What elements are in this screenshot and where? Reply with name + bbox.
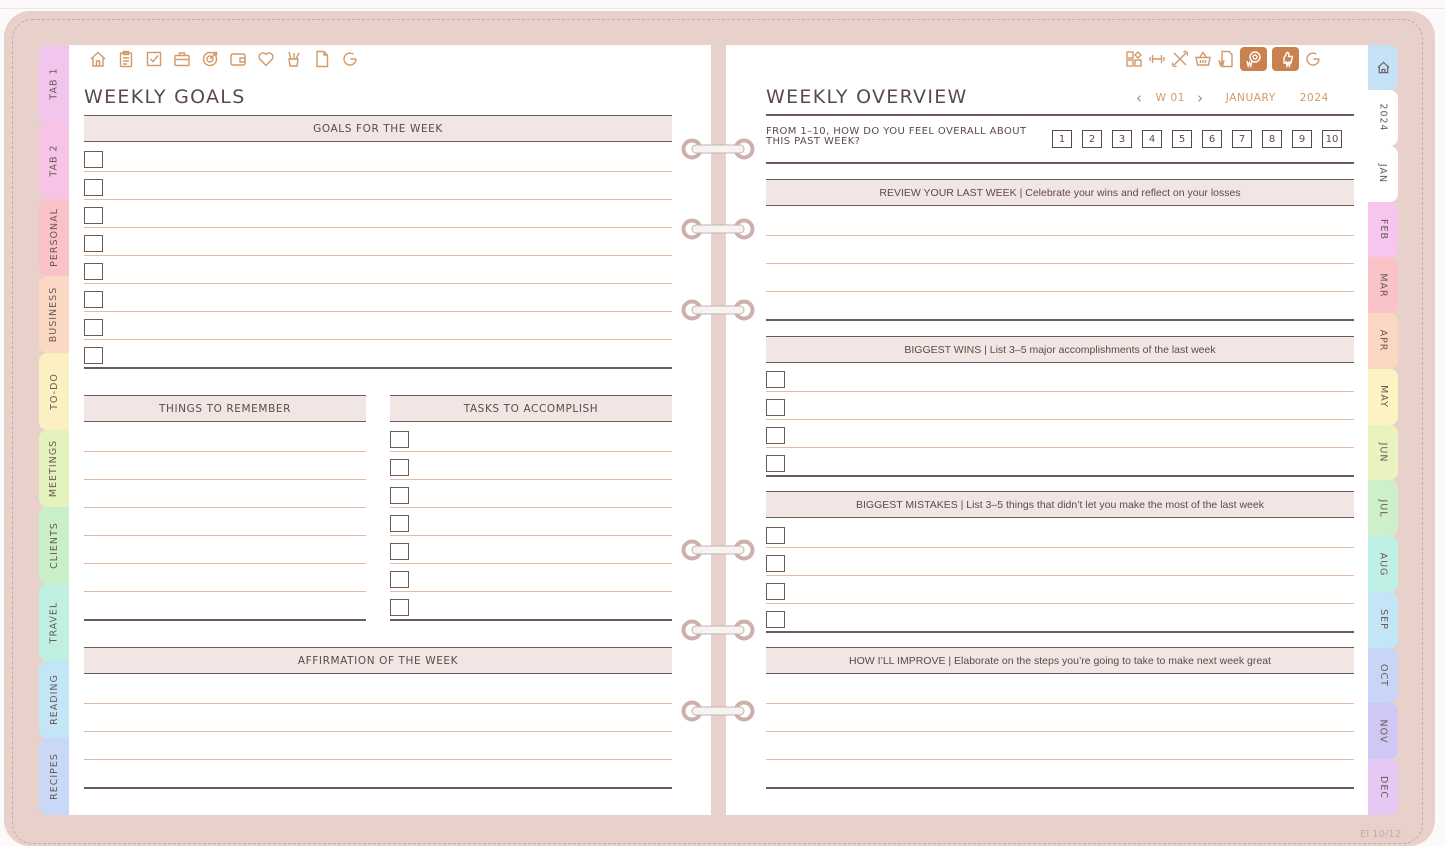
goal-checkbox[interactable] [84, 179, 103, 196]
goal-checkbox[interactable] [84, 235, 103, 252]
improve-header: HOW I’LL IMPROVE | Elaborate on the steps you’re going to take to make next week great [766, 647, 1354, 674]
month-tab-label: AUG [1377, 552, 1389, 576]
task-checkbox[interactable] [390, 515, 409, 532]
month-tabs [1368, 45, 1398, 815]
month-tab[interactable] [1368, 648, 1398, 704]
month-tab-label: DEC [1377, 775, 1389, 799]
section-tab[interactable] [39, 199, 69, 276]
window-top-border [0, 8, 1445, 9]
checkbox-icon[interactable] [145, 50, 163, 68]
month-tab[interactable] [1368, 313, 1398, 369]
improve-line[interactable] [766, 703, 1354, 704]
target-icon[interactable] [201, 50, 219, 68]
remember-line[interactable] [84, 563, 366, 564]
section-tab-label: MEETINGS [48, 439, 60, 498]
section-tab[interactable] [39, 430, 69, 507]
task-line[interactable] [390, 507, 672, 508]
task-checkbox[interactable] [390, 431, 409, 448]
goal-w-icon[interactable] [1240, 47, 1267, 71]
month-tab[interactable] [1368, 536, 1398, 592]
section-tab[interactable] [39, 45, 69, 122]
next-week-icon[interactable]: › [1197, 89, 1204, 107]
goal-checkbox[interactable] [84, 263, 103, 280]
remember-header: THINGS TO REMEMBER [84, 395, 366, 422]
week-navigation [1136, 89, 1329, 107]
mistake-checkbox[interactable] [766, 583, 785, 600]
affirmation-header: AFFIRMATION OF THE WEEK [84, 647, 672, 674]
month-tab-label: SEP [1377, 609, 1389, 631]
mistakes-header: BIGGEST MISTAKES | List 3–5 things that didn’t let you make the most of the last week [766, 491, 1354, 518]
month-label[interactable]: JANUARY [1225, 92, 1276, 104]
month-tab-label: JUN [1377, 442, 1389, 463]
review-line[interactable] [766, 291, 1354, 292]
task-checkbox[interactable] [390, 543, 409, 560]
dumbbell-icon[interactable] [1148, 50, 1166, 68]
mistake-line[interactable] [766, 547, 1354, 548]
watermark: El 10/12 [1360, 829, 1402, 840]
win-line[interactable] [766, 419, 1354, 420]
win-checkbox[interactable] [766, 399, 785, 416]
goal-line[interactable] [84, 171, 672, 172]
briefcase-icon[interactable] [173, 50, 191, 68]
month-tab-label: JUL [1377, 499, 1389, 518]
month-tab-label: OCT [1377, 664, 1389, 688]
task-checkbox[interactable] [390, 487, 409, 504]
section-tab[interactable] [39, 661, 69, 738]
affirmation-line[interactable] [84, 731, 672, 732]
section-tab-label: TO-DO [48, 373, 60, 410]
mistake-checkbox[interactable] [766, 555, 785, 572]
affirmation-line[interactable] [84, 759, 672, 760]
month-tab[interactable] [1368, 202, 1398, 258]
section-tab[interactable] [39, 584, 69, 661]
binder-ring [680, 539, 756, 561]
home-tab[interactable] [1368, 45, 1398, 90]
mistake-line[interactable] [766, 603, 1354, 604]
goal-line[interactable] [84, 283, 672, 284]
goal-checkbox[interactable] [84, 291, 103, 308]
refresh-icon[interactable] [1304, 50, 1322, 68]
win-checkbox[interactable] [766, 371, 785, 388]
right-toolbar [1125, 47, 1322, 71]
clipboard-icon[interactable] [117, 50, 135, 68]
left-toolbar [89, 50, 359, 68]
task-line[interactable] [390, 535, 672, 536]
task-checkbox[interactable] [390, 571, 409, 588]
improve-line[interactable] [766, 787, 1354, 789]
review-header: REVIEW YOUR LAST WEEK | Celebrate your wins and reflect on your losses [766, 179, 1354, 206]
prev-week-icon[interactable]: ‹ [1136, 89, 1143, 107]
score-option[interactable]: 6 [1202, 130, 1222, 148]
dashboard-icon[interactable] [1125, 50, 1143, 68]
section-tab[interactable] [39, 122, 69, 199]
remember-line[interactable] [84, 591, 366, 592]
tools-icon[interactable] [1171, 50, 1189, 68]
goal-line[interactable] [84, 255, 672, 256]
week-label[interactable]: W 01 [1155, 92, 1186, 104]
month-tab-label: MAY [1377, 385, 1389, 409]
goals-header: GOALS FOR THE WEEK [84, 115, 672, 142]
month-tab-label: JAN [1377, 164, 1389, 184]
improve-line[interactable] [766, 759, 1354, 760]
section-tab-label: BUSINESS [48, 286, 60, 343]
home-icon[interactable] [89, 50, 107, 68]
pen-cup-icon[interactable] [285, 50, 303, 68]
month-tab[interactable] [1368, 592, 1398, 648]
win-line[interactable] [766, 475, 1354, 477]
review-line[interactable] [766, 235, 1354, 236]
mistake-checkbox[interactable] [766, 611, 785, 628]
score-option[interactable]: 8 [1262, 130, 1282, 148]
score-option[interactable]: 9 [1292, 130, 1312, 148]
score-option[interactable]: 3 [1112, 130, 1132, 148]
month-tab-label: APR [1377, 330, 1389, 352]
review-line[interactable] [766, 263, 1354, 264]
document-icon[interactable] [313, 50, 331, 68]
section-tab-label: TAB 2 [48, 144, 60, 177]
section-tab[interactable] [39, 276, 69, 353]
tasks-header: TASKS TO ACCOMPLISH [390, 395, 672, 422]
binder-ring [680, 218, 756, 240]
section-tab-label: PERSONAL [48, 208, 60, 267]
year-label[interactable]: 2024 [1299, 92, 1329, 104]
goal-checkbox[interactable] [84, 207, 103, 224]
document-w-icon[interactable] [1217, 50, 1235, 68]
task-line[interactable] [390, 619, 672, 621]
section-tab[interactable] [39, 507, 69, 584]
mistake-checkbox[interactable] [766, 527, 785, 544]
refresh-icon[interactable] [341, 50, 359, 68]
affirmation-line[interactable] [84, 787, 672, 789]
remember-line[interactable] [84, 451, 366, 452]
binder-ring [680, 619, 756, 641]
goal-line[interactable] [84, 367, 672, 369]
score-option[interactable]: 2 [1082, 130, 1102, 148]
title-rule [766, 114, 1354, 116]
month-tab[interactable] [1368, 759, 1398, 815]
wallet-icon[interactable] [229, 50, 247, 68]
section-tab-label: READING [48, 674, 60, 725]
win-checkbox[interactable] [766, 427, 785, 444]
month-tab[interactable] [1368, 425, 1398, 481]
goal-line[interactable] [84, 199, 672, 200]
goal-line[interactable] [84, 227, 672, 228]
task-line[interactable] [390, 479, 672, 480]
page-title: WEEKLY GOALS [84, 86, 246, 108]
basket-icon[interactable] [1194, 50, 1212, 68]
right-page [726, 45, 1368, 815]
remember-line[interactable] [84, 507, 366, 508]
score-option[interactable]: 1 [1052, 130, 1072, 148]
goal-line[interactable] [84, 311, 672, 312]
binder-ring [680, 138, 756, 160]
section-tab-label: CLIENTS [48, 522, 60, 569]
month-tab[interactable] [1368, 146, 1398, 202]
score-option[interactable]: 4 [1142, 130, 1162, 148]
mistake-line[interactable] [766, 575, 1354, 576]
month-tab-label: FEB [1377, 218, 1389, 240]
section-tab-label: RECIPES [48, 753, 60, 800]
goal-checkbox[interactable] [84, 319, 103, 336]
task-line[interactable] [390, 451, 672, 452]
month-tab[interactable] [1368, 369, 1398, 425]
win-line[interactable] [766, 447, 1354, 448]
task-checkbox[interactable] [390, 459, 409, 476]
month-tab-label: NOV [1377, 719, 1389, 744]
mistake-line[interactable] [766, 631, 1354, 633]
goal-line[interactable] [84, 339, 672, 340]
task-line[interactable] [390, 591, 672, 592]
wins-header: BIGGEST WINS | List 3–5 major accomplishments of the last week [766, 336, 1354, 363]
thumb-w-icon[interactable] [1272, 47, 1299, 71]
heart-icon[interactable] [257, 50, 275, 68]
remember-line[interactable] [84, 619, 366, 621]
section-tab[interactable] [39, 738, 69, 815]
section-tab-label: TAB 1 [48, 67, 60, 100]
month-tab-label: 2024 [1377, 103, 1389, 132]
home-icon [1376, 60, 1391, 75]
task-checkbox[interactable] [390, 599, 409, 616]
section-tabs [39, 45, 69, 815]
affirmation-line[interactable] [84, 703, 672, 704]
month-tab[interactable] [1368, 90, 1398, 146]
section-tab[interactable] [39, 353, 69, 430]
task-line[interactable] [390, 563, 672, 564]
remember-line[interactable] [84, 535, 366, 536]
review-line[interactable] [766, 319, 1354, 321]
score-option[interactable]: 7 [1232, 130, 1252, 148]
section-tab-label: TRAVEL [48, 601, 60, 644]
score-rule [766, 162, 1354, 164]
score-option[interactable]: 5 [1172, 130, 1192, 148]
goal-checkbox[interactable] [84, 347, 103, 364]
month-tab[interactable] [1368, 480, 1398, 536]
month-tab[interactable] [1368, 703, 1398, 759]
win-line[interactable] [766, 391, 1354, 392]
score-option[interactable]: 10 [1322, 130, 1342, 148]
binder-ring [680, 299, 756, 321]
feel-question: FROM 1–10, HOW DO YOU FEEL OVERALL ABOUT THIS PAST WEEK? [766, 126, 1027, 147]
remember-line[interactable] [84, 479, 366, 480]
month-tab[interactable] [1368, 257, 1398, 313]
win-checkbox[interactable] [766, 455, 785, 472]
left-page [69, 45, 711, 815]
goal-checkbox[interactable] [84, 151, 103, 168]
improve-line[interactable] [766, 731, 1354, 732]
page-title: WEEKLY OVERVIEW [766, 86, 968, 108]
month-tab-label: MAR [1377, 273, 1389, 298]
binder-ring [680, 700, 756, 722]
